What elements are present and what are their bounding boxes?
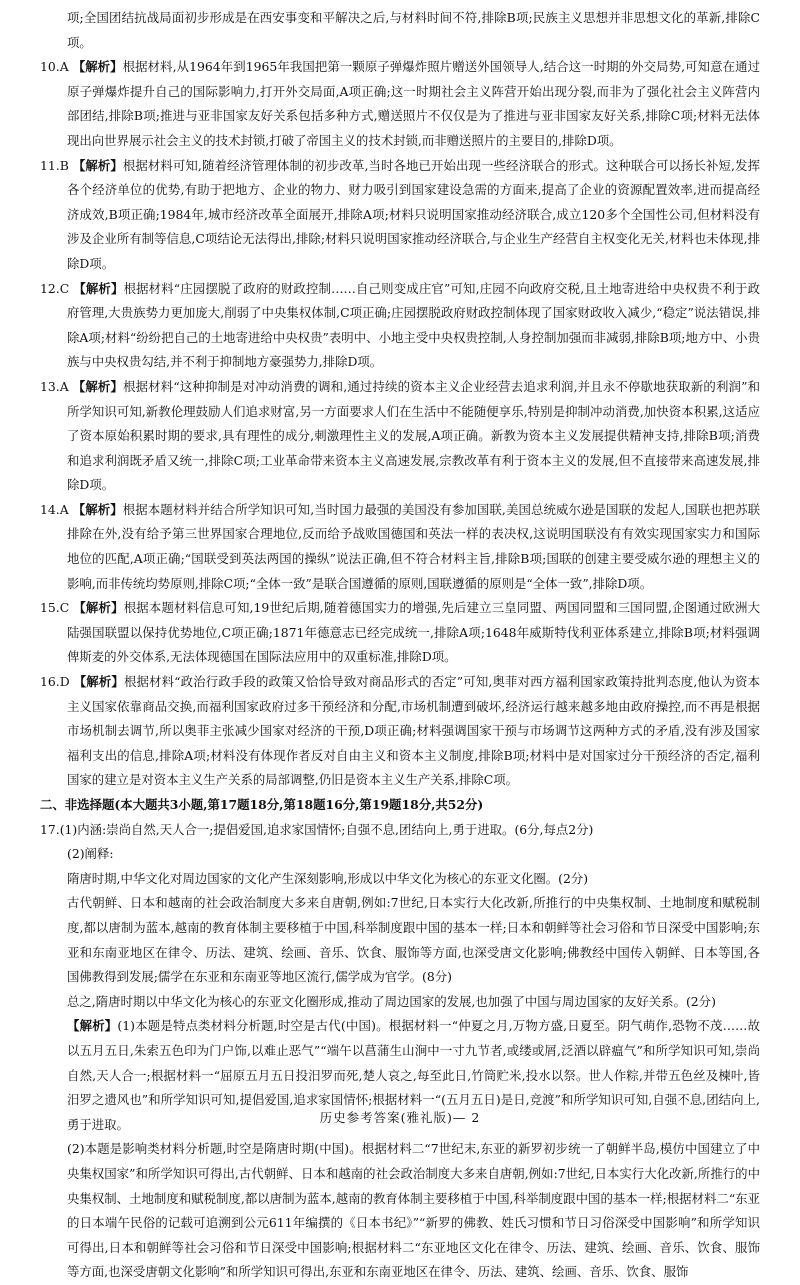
answer-number: 12.C: [40, 280, 70, 296]
answer-number: 15.C: [40, 600, 70, 616]
analysis-tag: 【解析】: [72, 378, 124, 394]
answer-item: [40, 277, 760, 375]
analysis-tag: 【解析】: [67, 1018, 118, 1034]
q17-part1: (1)内涵:崇尚自然,天人合一;提倡爱国,追求家国情怀;自强不息,团结向上,勇于进取。(6分,每点2分): [59, 821, 594, 837]
answer-text: 根据本题材料并结合所学知识可知,当时国力最强的美国没有参加国联,美国总统威尔逊是国联的发起人,国联也把苏联排除在外,没有给予第三世界国家合理地位,反而给予战败国德国和英法一样的表决权,这说明国联没有有效实现国家实力和国际地位的匹配,A项正确;“国联受到英法两国的操纵”说法正确,但不符合材料主旨,排除B项;国联的创建主要受威尔逊的理想主义的影响,而非传统均势原则,排除C项;“全体一致”是联合国遵循的原则,国联遵循的原则是“全体一致”,排除D项。: [67, 501, 760, 591]
analysis-tag: 【解析】: [73, 600, 124, 616]
answer-text: 根据本题材料信息可知,19世纪后期,随着德国实力的增强,先后建立三皇同盟、两国同盟和三国同盟,企图通过欧洲大陆强国联盟以保持优势地位,C项正确;1871年德意志已经完成统一,排除A项;1648年威斯特伐利亚体系建立,排除B项;材料强调俾斯麦的外交体系,无法体现德国在国际法应用中的双重标准,排除D项。: [67, 600, 760, 665]
answer-item: [40, 154, 760, 277]
analysis-tag: 【解析】: [72, 157, 123, 173]
answer-item: [40, 670, 760, 793]
q17-part2-intro: 隋唐时期,中华文化对周边国家的文化产生深刻影响,形成以中华文化为核心的东亚文化圈。(2分): [67, 870, 589, 886]
answer-text: 根据材料“政治行政手段的政策又恰恰导致对商品形式的否定”可知,奥菲对西方福利国家政策持批判态度,他认为资本主义国家依靠商品交换,而福利国家政府过多干预经济和分配,市场机制遭到破坏,经济运行越来越多地由政府操控,而不再是根据市场机制去调节,所以奥菲主张减少国家对经济的干预,D项正确;材料强调国家干预与市场调节这两种方式的矛盾,没有涉及国家福利支出的信息,排除A项;材料没有体现作者反对自由主义和资本主义制度,排除B项;材料中是对国家过分干预经济的否定,福利国家的建立是对资本主义生产关系的局部调整,仍旧是资本主义生产关系,排除C项。: [67, 674, 761, 788]
answer-number: 11.B: [40, 157, 69, 173]
analysis-tag: 【解析】: [73, 280, 124, 296]
answer-text: 根据材料“这种抑制是对冲动消费的调和,通过持续的资本主义企业经营去追求利润,并且永不停歇地获取新的利润”和所学知识可知,新教伦理鼓励人们追求财富,另一方面要求人们在生活中不能随便享乐,特别是抑制冲动消费,加快资本积累,这适应了资本原始积累时期的要求,具有理性的成分,刺激理性主义的发展,A项正确。新教为资本主义发展提供精神支持,排除B项;消费和追求利润既矛盾又统一,排除C项;工业革命带来资本主义高速发展,宗教改革有利于资本主义的发展,但不直接带来高速发展,排除D项。: [67, 378, 760, 493]
answer-number: 10.A: [40, 59, 69, 75]
analysis-tag: 【解析】: [72, 59, 123, 75]
answer-list: [40, 55, 760, 793]
analysis-tag: 【解析】: [72, 501, 123, 517]
answer-item: [40, 596, 760, 670]
page-footer: 历史参考答案(雅礼版)— 2: [319, 1110, 481, 1125]
answer-item: [40, 55, 760, 153]
q17-analysis-2: (2)本题是影响类材料分析题,时空是隋唐时期(中国)。根据材料二“7世纪末,东亚的新罗初步统一了朝鲜半岛,模仿中国建立了中央集权国家”和所学知识可得出,古代朝鲜、日本和越南的社会政治制度大多来自唐朝,例如:7世纪,日本实行大化改新,所推行的中央集权制、土地制度和赋税制度,都以唐制为蓝本,越南的教育体制主要移植于中国,科举制度跟中国的基本一样;根据材料二“东亚的日本端午民俗的记载可追溯到公元611年编撰的《日本书纪》”“新罗的佛教、姓氏习惯和节日习俗深受中国影响”和所学知识可得出,日本和朝鲜等社会习俗和节日深受中国影响;根据材料二“东亚地区文化在律令、历法、建筑、绘画、音乐、饮食、服饰等方面,也深受唐朝文化影响”和所学知识可得出,东亚和东南亚地区在律令、历法、建筑、绘画、音乐、饮食、服饰: [67, 1141, 760, 1280]
q17-part2-summary: 总之,隋唐时期以中华文化为核心的东亚文化圈形成,推动了周边国家的发展,也加强了中国与周边国家的友好关系。(2分): [67, 993, 716, 1009]
analysis-tag: 【解析】: [73, 674, 124, 690]
answer-number: 14.A: [40, 501, 69, 517]
answer-text: 根据材料,从1964年到1965年我国把第一颗原子弹爆炸照片赠送外国领导人,结合这一时期的外交局势,可知意在通过原子弹爆炸提升自己的国际影响力,打开外交局面,A项正确;这一时期社会主义阵营开始出现分裂,而非为了强化社会主义阵营内部团结,排除B项;推进与亚非国家友好关系包括多种方式,赠送照片不仅仅是为了推进与亚非国家友好关系,排除C项;材料无法体现出向世界展示社会主义的技术封锁,打破了帝国主义的技术封锁,而非赠送照片的主要目的,排除D项。: [67, 59, 760, 148]
answer-number: 16.D: [40, 674, 70, 690]
section-heading: 二、非选择题(本大题共3小题,第17题18分,第18题16分,第19题18分,共52分): [40, 797, 484, 812]
q17-number: 17.: [40, 821, 60, 837]
continued-paragraph: 项;全国团结抗战局面初步形成是在西安事变和平解决之后,与材料时间不符,排除B项;民族主义思想并非思想文化的革新,排除C项。: [67, 10, 760, 50]
q17-part2-body: 古代朝鲜、日本和越南的社会政治制度大多来自唐朝,例如:7世纪,日本实行大化改新,所推行的中央集权制、土地制度和赋税制度,都以唐制为蓝本,越南的教育体制主要移植于中国,科举制度跟中国的基本一样;日本和朝鲜等社会习俗和节日深受中国影响;东亚和东南亚地区在律令、历法、建筑、绘画、音乐、饮食、服饰等方面,也深受唐文化影响;佛教经中国传入朝鲜、日本等国,各国佛教得到发展;儒学在东亚和东南亚等地区流行,儒学成为官学。(8分): [67, 895, 760, 985]
answer-item: [40, 375, 760, 498]
answer-item: [40, 498, 760, 596]
answer-text: 根据材料“庄园摆脱了政府的财政控制……自己则变成庄官”可知,庄园不向政府交税,且土地寄进给中央权贵不利于政府管理,大贵族势力更加庞大,削弱了中央集权体制,C项正确;庄园摆脱政府财政控制体现了国家财政收入减少,“稳定”说法错误,排除A项;材料“纷纷把自己的土地寄进给中央权贵”表明中、小地主受中央权贵控制,人身控制加强而非减弱,排除B项;地方中、小贵族与中央权贵勾结,并不利于抑制地方豪强势力,排除D项。: [67, 280, 761, 370]
q17-part2-label: (2)阐释:: [67, 846, 114, 862]
q17-content: [40, 818, 760, 843]
analysis-text: (1)本题是特点类材料分析题,时空是古代(中国)。根据材料一“仲夏之月,万物方盛,日夏至。阴气萌作,恐物不茂……故以五月五日,朱索五色印为门户饰,以难止恶气”“端午以菖蒲生山涧中一寸九节者,或缕或屑,泛酒以辟瘟气”和所学知识可知,崇尚自然,天人合一;根据材料一“屈原五月五日投汨罗而死,楚人哀之,每至此日,竹筒贮米,投水以祭。世人作粽,并带五色丝及楝叶,皆汨罗之遗风也”和所学知识可知,提倡爱国,追求家国情怀;根据材料一“(五月五日)是日,竞渡”和所学知识可知,自强不息,团结向上,勇于进取。: [67, 1018, 760, 1132]
answer-text: 根据材料可知,随着经济管理体制的初步改革,当时各地已开始出现一些经济联合的形式。这种联合可以扬长补短,发挥各个经济单位的优势,有助于把地方、企业的物力、财力吸引到国家建设急需的方面来,提高了企业的资源配置效率,进而提高经济成效,B项正确;1984年,城市经济改革全面展开,排除A项;材料只说明国家推动经济联合,成立120多个全国性公司,但材料没有涉及企业所有制等信息,C项结论无法得出,排除;材料只说明国家推动经济联合,与企业生产经营自主权变化无关,材料也未体现,排除D项。: [67, 157, 760, 271]
answer-number: 13.A: [40, 378, 69, 394]
